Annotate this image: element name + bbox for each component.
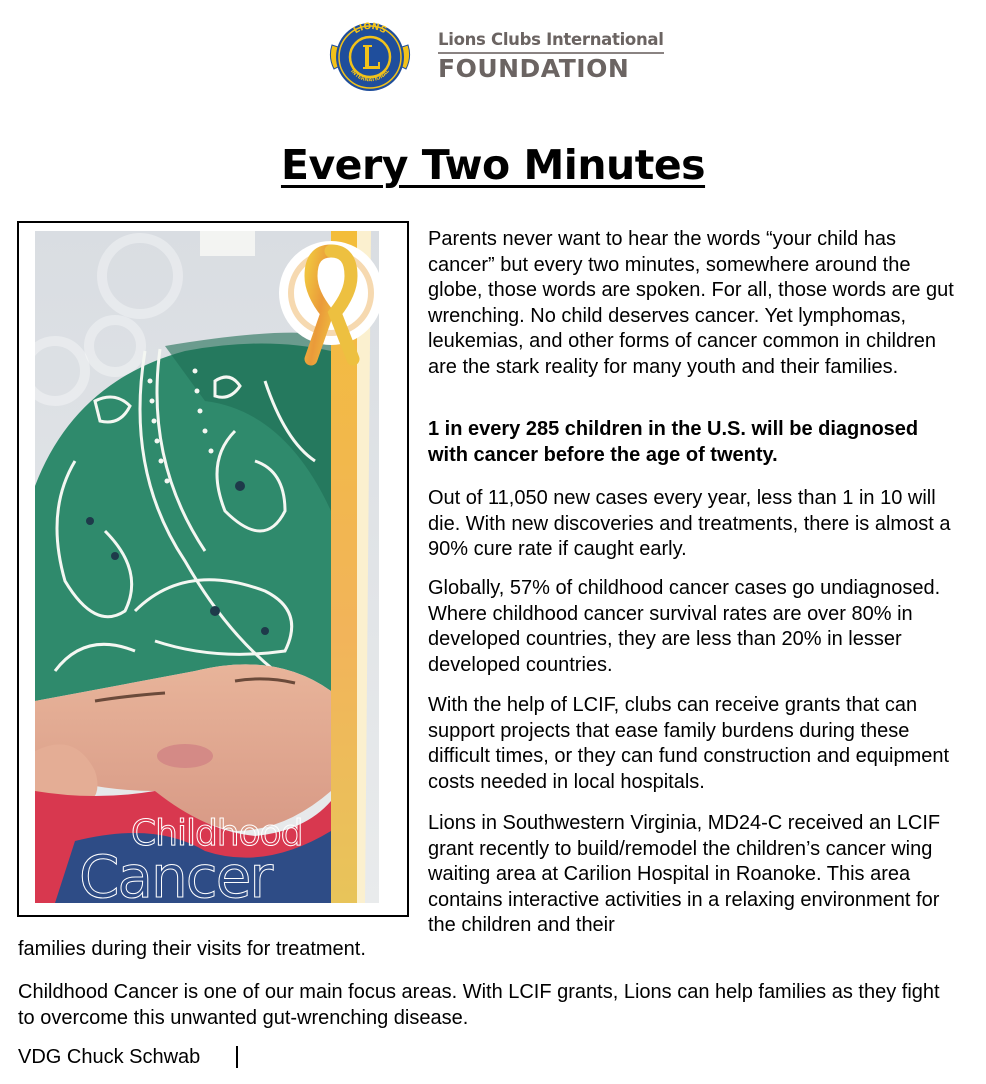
paragraph-lcif-grants: With the help of LCIF, clubs can receive grants that can support projects that ease family burdens during these difficult times, or they can fund construction and equipment costs needed in local hospitals. [428,694,950,793]
paragraph-closing: Childhood Cancer is one of our main focus areas. With LCIF grants, Lions can help families as they fight to overcome this unwanted gut-wrenching disease. [18,981,940,1029]
caption-cancer: Cancer [79,843,272,903]
page-title-text: Every Two Minutes [280,141,706,189]
lcif-logo [328,10,664,104]
paragraph-new-cases: Out of 11,050 new cases every year, less than 1 in 10 will die. With new discoveries and treatments, there is almost a 90% cure rate if caught early. [428,487,951,560]
paragraph-virginia-continued: families during their visits for treatment. [18,938,366,960]
org-name-line1: Lions Clubs International [438,30,664,54]
lions-emblem-icon [328,15,412,99]
paragraph-global: Globally, 57% of childhood cancer cases go undiagnosed. Where childhood cancer survival rates are over 80% in developed countries, they are less than 20% in lesser developed countries. [428,577,941,676]
svg-text:INTERNATIONAL: INTERNATIONAL [349,68,391,84]
childhood-cancer-photo [35,231,379,903]
paragraph-statistic-bold: 1 in every 285 children in the U.S. will be diagnosed with cancer before the age of twenty. [428,418,919,466]
caption-childhood: Childhood [131,813,303,854]
text-cursor [236,1046,238,1068]
svg-text:LIONS: LIONS [352,21,388,37]
signature: VDG Chuck Schwab [18,1046,201,1068]
paragraph-intro: Parents never want to hear the words “your child has cancer” but every two minutes, somewhere around the globe, those words are spoken. For all, those words are gut wrenching. No child deserves cancer. Yet lymphomas, leukemias, and other forms of cancer common in children are the stark reality for many youth and their families. [428,228,954,378]
page-title [0,140,986,190]
childhood-cancer-figure [17,221,409,917]
org-name-line2: FOUNDATION [438,54,630,83]
paragraph-virginia: Lions in Southwestern Virginia, MD24-C received an LCIF grant recently to build/remodel the children’s cancer wing waiting area at Carilion Hospital in Roanoke. This area contains interactive activities in a relaxing environment for the children and their [428,812,941,936]
